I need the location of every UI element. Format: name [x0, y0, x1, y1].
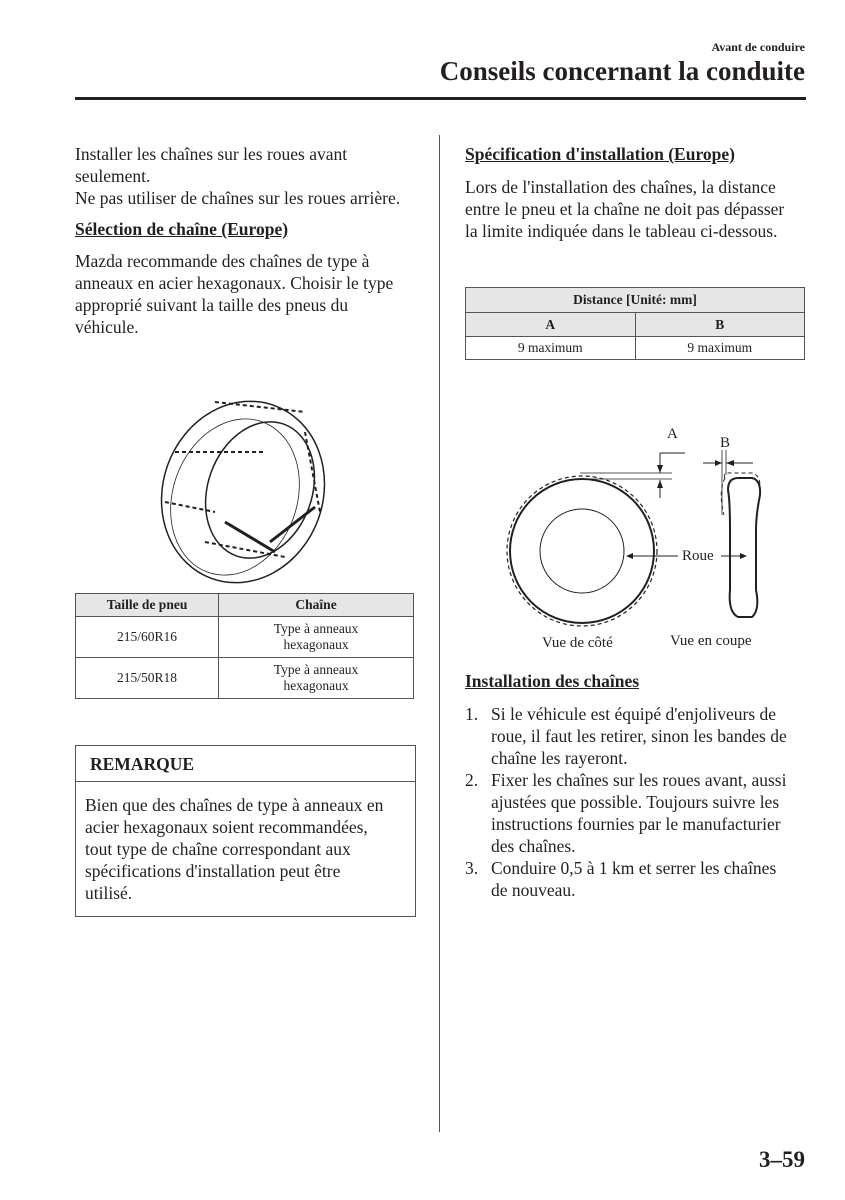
clearance-diagram [460, 420, 780, 660]
spec-text: Lors de l'installation des chaînes, la distance entre le pneu et la chaîne ne doit pas dépasser la limite indiquée dans le tableau ci-dessous. [465, 177, 785, 241]
note-box [75, 745, 416, 917]
value-b: 9 maximum [635, 337, 805, 360]
note-title: REMARQUE [76, 746, 415, 782]
page-number: 3–59 [759, 1147, 805, 1172]
col-header-tire-size: Taille de pneu [76, 594, 219, 617]
install-steps [465, 703, 795, 901]
install-heading: Installation des chaînes [465, 671, 640, 691]
label-b: B [720, 435, 731, 451]
tire-size: 215/60R16 [76, 617, 219, 658]
install-step: 3. Conduire 0,5 à 1 km et serrer les chaînes de nouveau. [465, 858, 777, 900]
label-wheel: Roue [682, 548, 714, 564]
column-divider [439, 135, 440, 1132]
header-rule [75, 97, 806, 100]
value-a: 9 maximum [466, 337, 636, 360]
note-text: Bien que des chaînes de type à anneaux en acier hexagonaux soient recommandées, tout type de chaîne correspondant aux spécifications d'installation peut être utilisé. [85, 795, 384, 903]
install-step: 2. Fixer les chaînes sur les roues avant, aussi ajustées que possible. Toujours suivre les instructions fournies par le manufacturier des chaînes. [465, 770, 787, 856]
tire-size: 215/50R18 [76, 658, 219, 699]
distance-table [465, 287, 805, 360]
install-step: 1. Si le véhicule est équipé d'enjoliveurs de roue, il faut les retirer, sinon les bandes de chaîne les rayeront. [465, 704, 787, 768]
selection-text: Mazda recommande des chaînes de type à anneaux en acier hexagonaux. Choisir le type approprié suivant la taille des pneus du véhicule. [75, 251, 394, 337]
section-label: Avant de conduire [711, 40, 805, 54]
chain-illustration [155, 392, 335, 587]
label-a: A [667, 426, 678, 442]
left-column [75, 143, 415, 338]
selection-heading: Sélection de chaîne (Europe) [75, 219, 289, 239]
col-header-a: A [466, 313, 636, 337]
tire-chain-table [75, 593, 414, 699]
table-row [76, 617, 414, 658]
intro-text-1: Installer les chaînes sur les roues avant seulement. [75, 144, 348, 186]
spec-heading: Spécification d'installation (Europe) [465, 144, 735, 164]
chain-type: Type à anneaux hexagonaux [219, 617, 414, 658]
page-title: Conseils concernant la conduite [439, 56, 805, 86]
installation-section [465, 670, 795, 901]
caption-section-view: Vue en coupe [670, 633, 752, 649]
intro-text-2: Ne pas utiliser de chaînes sur les roues arrière. [75, 188, 401, 208]
distance-table-title: Distance [Unité: mm] [466, 288, 805, 313]
table-row [76, 658, 414, 699]
col-header-chain: Chaîne [219, 594, 414, 617]
right-column [465, 143, 805, 242]
col-header-b: B [635, 313, 805, 337]
chain-type: Type à anneaux hexagonaux [219, 658, 414, 699]
caption-side-view: Vue de côté [542, 635, 613, 651]
